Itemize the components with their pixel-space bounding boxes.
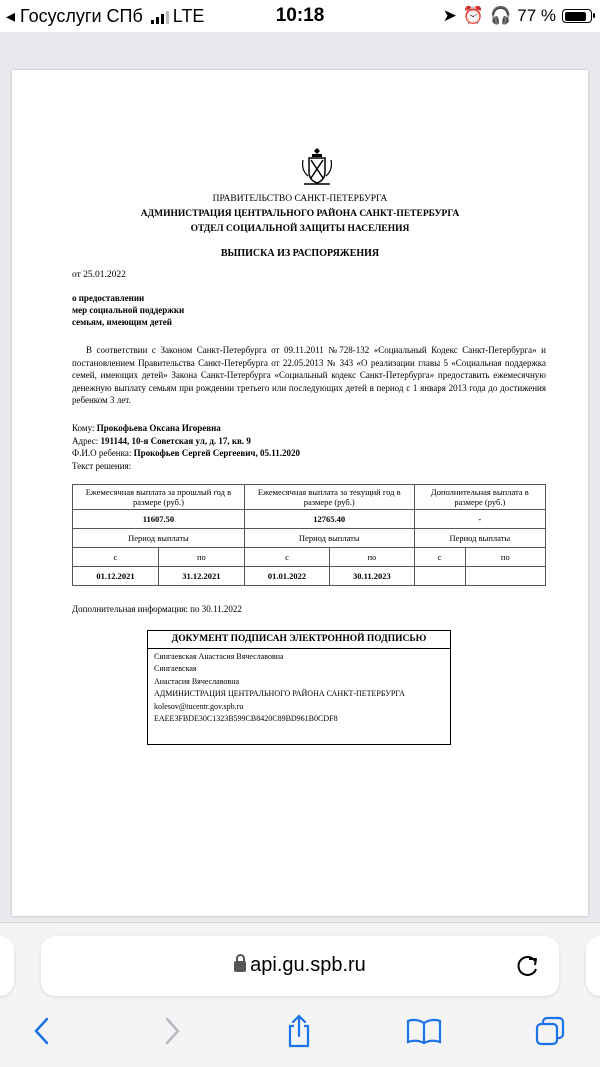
date-cell: 01.12.2021 — [73, 567, 159, 586]
to-label: по — [465, 548, 545, 567]
signature-header: ДОКУМЕНТ ПОДПИСАН ЭЛЕКТРОННОЙ ПОДПИСЬЮ — [148, 633, 450, 649]
status-bar — [0, 0, 600, 32]
date-cell: 31.12.2021 — [158, 567, 244, 586]
signature-line: kolesov@tucentr.gov.spb.ru — [154, 701, 244, 711]
subject-line: мер социальной поддержки — [72, 305, 185, 315]
table-row — [73, 485, 546, 510]
amount-cell: - — [414, 510, 545, 529]
reload-icon[interactable] — [515, 953, 541, 979]
table-row — [73, 548, 546, 567]
previous-tab-pill[interactable] — [0, 936, 14, 996]
signature-line: Анастасия Вячеславовна — [154, 676, 240, 686]
decision-paragraph: В соответствии с Законом Санкт-Петербурга от 09.11.2011 №728-132 «Социальный Кодекс Санкт-Петербурга» и постановлением Правительства Санкт-Петербурга от 22.05.2013 № 343 «О реализации главы 5 «Социальная поддержка семей, имеющих детей» Закона Санкт-Петербурга «Социальный кодекс Санкт-Петербурга» предоставить ежемесячную денежную выплату семьям при рождении третьего или последующих детей в период с 1 января 2013 года до достижения ребенком 3 лет. — [72, 345, 546, 405]
from-label: с — [414, 548, 465, 567]
date-cell — [414, 567, 465, 586]
back-button[interactable] — [22, 1011, 62, 1051]
payment-table — [72, 484, 546, 586]
table-row — [73, 529, 546, 548]
signature-block — [147, 630, 451, 745]
date-cell: 30.11.2023 — [330, 567, 414, 586]
headphones-icon: 🎧 — [490, 6, 512, 25]
signature-line: АДМИНИСТРАЦИЯ ЦЕНТРАЛЬНОГО РАЙОНА САНКТ-ПЕТЕРБУРГА — [154, 689, 405, 698]
header-cell: Ежемесячная выплата за текущий год в размере (руб.) — [244, 485, 414, 510]
from-label: с — [73, 548, 159, 567]
network-type: LTE — [172, 6, 205, 26]
date-cell: 01.01.2022 — [244, 567, 329, 586]
chevron-right-icon — [162, 1017, 182, 1045]
department-name: ОТДЕЛ СОЦИАЛЬНОЙ ЗАЩИТЫ НАСЕЛЕНИЯ — [190, 224, 410, 234]
address-label: Адрес: — [72, 435, 99, 446]
bookmarks-button[interactable] — [404, 1011, 444, 1051]
document-page — [12, 70, 588, 916]
document-date: от 25.01.2022 — [72, 270, 126, 280]
clock: 10:18 — [275, 5, 325, 26]
administration-name: АДМИНИСТРАЦИЯ ЦЕНТРАЛЬНОГО РАЙОНА САНКТ-ПЕТЕРБУРГА — [140, 209, 460, 219]
recipient-name: Прокофьева Оксана Игоревна — [96, 423, 221, 433]
child-label: Ф.И.О ребенка: — [72, 448, 132, 458]
to-label: Кому: — [72, 423, 95, 433]
alarm-icon: ⏰ — [462, 6, 485, 25]
child-name: Прокофьев Сергей Сергеевич, 05.11.2020 — [133, 448, 300, 458]
browser-chrome — [0, 922, 600, 1067]
additional-info: Дополнительная информация: по 30.11.2022 — [72, 604, 242, 614]
recipient-address: 191144, 10-я Советская ул, д. 17, кв. 9 — [100, 435, 251, 446]
address-bar[interactable] — [41, 936, 559, 996]
from-label: с — [244, 548, 329, 567]
book-icon — [406, 1017, 442, 1045]
battery-icon — [562, 9, 592, 23]
recipient-info — [72, 422, 300, 472]
next-tab-pill[interactable] — [586, 936, 600, 996]
battery-percent: 77 % — [517, 6, 556, 25]
to-label: по — [158, 548, 244, 567]
signature-line: EAEE3FBDE30C1323B599CB8420C89BD961B0CDF8 — [154, 714, 338, 723]
table-row — [73, 567, 546, 586]
period-header: Период выплаты — [244, 529, 414, 548]
header-cell: Дополнительная выплата в размере (руб.) — [414, 485, 545, 510]
back-to-app-link[interactable]: ◂ Госуслуги СПб — [6, 6, 143, 26]
signature-line: Сингаевская Анастасия Вячеславовна — [154, 651, 284, 661]
subject-line: семьям, имеющим детей — [72, 317, 172, 327]
decision-label: Текст решения: — [72, 460, 132, 471]
coat-of-arms-icon — [300, 146, 334, 186]
url-text: api.gu.spb.ru — [250, 954, 366, 976]
location-icon: ➤ — [442, 6, 457, 25]
tabs-icon — [534, 1015, 566, 1047]
signature-line: Сингаевская — [154, 664, 197, 673]
subject-line: о предоставлении — [72, 293, 145, 303]
amount-cell: 12765.40 — [244, 510, 414, 529]
document-subject — [72, 292, 184, 328]
share-icon — [285, 1014, 313, 1048]
to-label: по — [330, 548, 414, 567]
header-cell: Ежемесячная выплата за прошлый год в размере (руб.) — [73, 485, 245, 510]
chevron-left-icon — [32, 1017, 52, 1045]
browser-toolbar — [0, 1011, 600, 1061]
share-button[interactable] — [279, 1011, 319, 1051]
lock-icon — [234, 961, 246, 972]
government-name: ПРАВИТЕЛЬСТВО САНКТ-ПЕТЕРБУРГА — [212, 194, 388, 204]
period-header: Период выплаты — [414, 529, 545, 548]
period-header: Период выплаты — [73, 529, 245, 548]
forward-button[interactable] — [152, 1011, 192, 1051]
amount-cell: 11607.50 — [73, 510, 245, 529]
document-title: ВЫПИСКА ИЗ РАСПОРЯЖЕНИЯ — [220, 248, 380, 259]
date-cell — [465, 567, 545, 586]
pdf-viewer[interactable] — [0, 32, 600, 922]
tabs-button[interactable] — [530, 1011, 570, 1051]
table-row — [73, 510, 546, 529]
